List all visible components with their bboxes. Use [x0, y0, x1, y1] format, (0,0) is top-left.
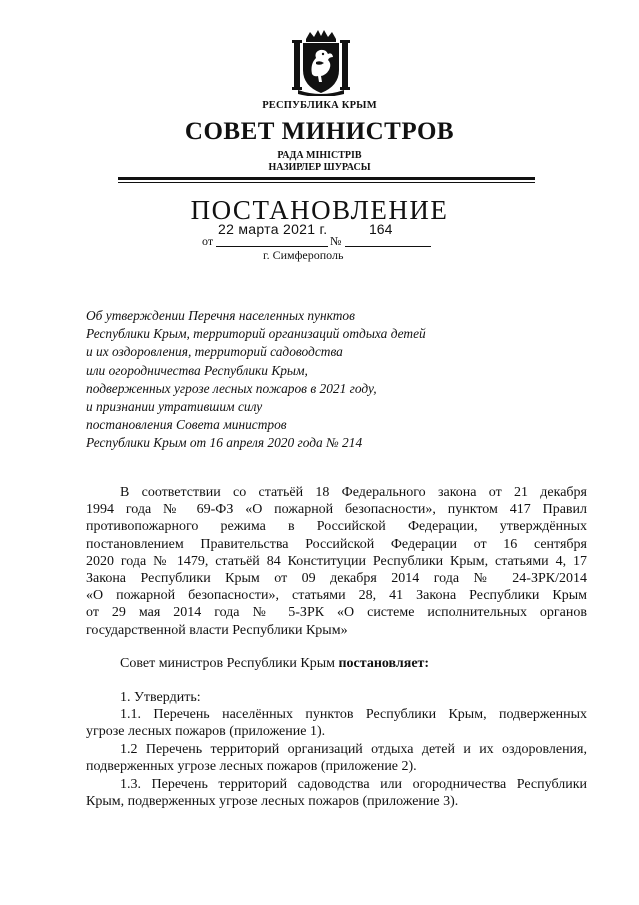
- preamble-line: государственной власти Республики Крым»: [86, 622, 348, 638]
- number-underline: [345, 246, 431, 247]
- issue-city: г. Симферополь: [263, 248, 344, 262]
- preamble-line: 1994 года № 69-ФЗ «О пожарной безопасности», пунктом 417 Правил: [86, 502, 587, 518]
- crimea-coat-of-arms-icon: [292, 30, 350, 96]
- subject-line: и их оздоровления, территорий садоводства: [86, 344, 343, 360]
- list-item-line: угрозе лесных пожаров (приложение 1).: [86, 724, 326, 740]
- list-item-line: Крым, подверженных угрозе лесных пожаров (приложение 3).: [86, 794, 459, 810]
- list-item-line: подверженных угрозе лесных пожаров (приложение 2).: [86, 759, 417, 775]
- council-name-crimean-tatar: НАЗИРЛЕР ШУРАСЫ: [268, 162, 371, 173]
- list-item-line: 1.1. Перечень населённых пунктов Республики Крым, подверженных: [120, 707, 587, 722]
- preamble-line: «О пожарной безопасности», статьями 28, 41 Закона Республики Крым: [86, 588, 587, 604]
- date-underline: [216, 246, 328, 247]
- preamble-line: В соответствии со статьёй 18 Федерального закона от 21 декабря: [120, 485, 587, 500]
- preamble-line: Закона Республики Крым от 09 декабря 2014 года № 24-ЗРК/2014: [86, 571, 587, 587]
- preamble-line: противопожарного режима в Российской Федерации, утверждённых: [86, 519, 587, 535]
- resolution-lead: Совет министров Республики Крым: [120, 656, 339, 671]
- decree-date: 22 марта 2021 г.: [218, 221, 328, 237]
- subject-line: подверженных угрозе лесных пожаров в 2021 году,: [86, 380, 377, 396]
- list-item: [86, 741, 587, 775]
- preamble-paragraph: [86, 484, 587, 639]
- approve-heading: 1. Утвердить:: [120, 690, 201, 705]
- header-divider-thin: [118, 182, 535, 183]
- subject-line: Об утверждении Перечня населенных пунктов: [86, 308, 355, 323]
- resolution-verb: постановляет:: [338, 656, 430, 671]
- subject-line: и признании утратившим силу: [86, 399, 263, 415]
- subject-line: или огородничества Республики Крым,: [86, 362, 308, 378]
- council-name-ukrainian: РАДА МІНІСТРІВ: [277, 150, 362, 161]
- decree-subject: [86, 307, 516, 453]
- preamble-line: от 29 мая 2014 года № 5-ЗРК «О системе исполнительных органов: [86, 605, 587, 621]
- council-name: СОВЕТ МИНИСТРОВ: [184, 118, 455, 145]
- list-item: [86, 776, 587, 810]
- republic-name: РЕСПУБЛИКА КРЫМ: [262, 100, 377, 111]
- header-divider-thick: [118, 177, 535, 180]
- date-label: от: [202, 234, 214, 248]
- resolution-paragraph: [120, 655, 429, 672]
- subject-line: постановления Совета министров: [86, 417, 287, 433]
- list-item: [86, 706, 587, 740]
- decree-number: 164: [369, 221, 393, 237]
- list-item-line: 1.2 Перечень территорий организаций отдыха детей и их оздоровления,: [120, 742, 587, 757]
- number-label: №: [330, 234, 342, 248]
- preamble-line: постановлением Правительства Российской Федерации от 16 сентября: [86, 536, 587, 552]
- document-type-title: ПОСТАНОВЛЕНИЕ: [190, 195, 449, 225]
- subject-line: Республики Крым, территорий организаций отдыха детей: [86, 326, 426, 342]
- preamble-line: 2020 года № 1479, статьёй 84 Конституции Республики Крым, статьями 4, 17: [86, 553, 587, 569]
- list-item-line: 1.3. Перечень территорий садоводства или огородничества Республики: [120, 777, 587, 792]
- subject-line: Республики Крым от 16 апреля 2020 года № 214: [86, 435, 363, 451]
